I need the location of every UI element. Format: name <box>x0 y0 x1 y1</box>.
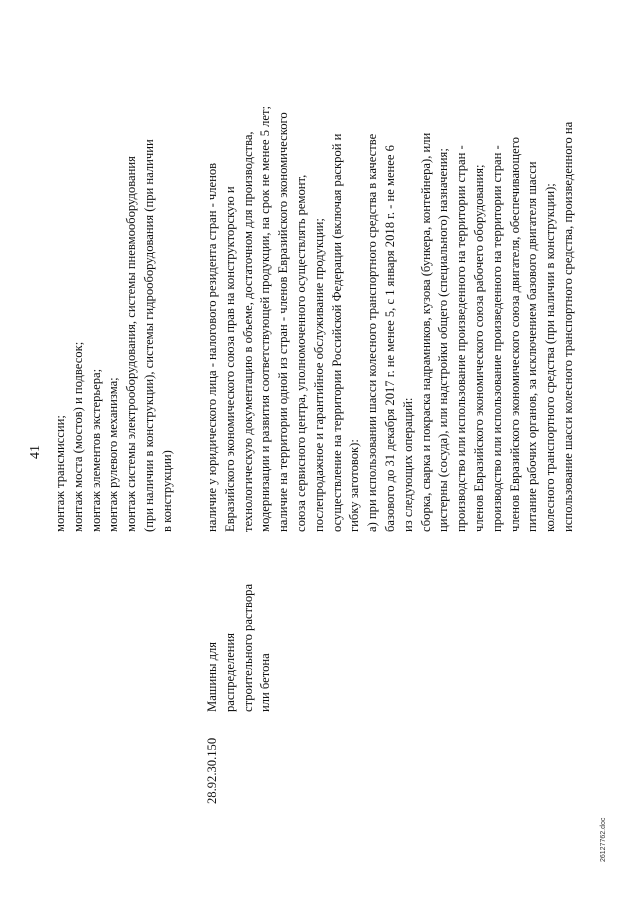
text-line: производство или использование произведенного на территории стран - <box>489 145 504 532</box>
text-line: питание рабочих органов, за исключением базового двигателя шасси <box>525 161 540 532</box>
text-line: послепродажное и гарантийное обслуживание продукции; <box>311 218 326 532</box>
requirements-cell <box>204 32 578 532</box>
text-line: членов Евразийского экономического союза рабочего оборудования; <box>471 164 486 532</box>
text-line: из следующих операций: <box>400 397 415 532</box>
text-line: осуществление на территории Российской Федерации (включая раскрой и <box>329 133 344 532</box>
product-name-cell <box>204 552 275 712</box>
text-line: распределения <box>222 632 237 712</box>
text-line: колесного транспортного средства (при наличии в конструкции); <box>543 183 558 532</box>
text-line: Евразийского экономического союза прав на конструкторскую и <box>222 186 237 532</box>
continued-requirements-cell <box>52 42 177 532</box>
text-line: (при наличии в конструкции), системы гидрооборудования (при наличии <box>141 139 156 532</box>
text-line: членов Евразийского экономического союза двигателя, обеспечивающего <box>507 137 522 532</box>
text-line: в конструкции) <box>159 450 174 532</box>
rotated-document-page <box>20 22 620 882</box>
text-line: наличие у юридического лица - налогового резидента стран - членов <box>205 162 219 532</box>
text-line: монтаж моста (мостов) и подвесок; <box>70 341 85 532</box>
text-line: базового до 31 декабря 2017 г. не менее 5, с 1 января 2018 г. - не менее 6 <box>382 145 397 532</box>
text-line: союза сервисного центра, уполномоченного осуществлять ремонт, <box>293 174 308 532</box>
text-line: а) при использовании шасси колесного транспортного средства в качестве <box>365 133 380 532</box>
text-line: использование шасси колесного транспортного средства, произведенного на <box>560 121 575 532</box>
text-line: монтаж системы электрооборудования, системы пневмооборудования <box>124 156 139 532</box>
product-code-cell: 28.92.30.150 <box>205 737 219 804</box>
text-line: Машины для <box>205 641 219 712</box>
text-line: строительного раствора <box>240 583 255 712</box>
page-number: 41 <box>28 445 43 459</box>
text-line: монтаж трансмиссии; <box>53 415 67 532</box>
text-line: наличие на территории одной из стран - членов Евразийского экономического <box>276 112 291 532</box>
text-line: технологическую документацию в объеме, достаточном для производства, <box>240 131 255 532</box>
text-line: сборка, сварка и покраска надрамников, кузова (бункера, контейнера), или <box>418 132 433 532</box>
document-file-code: 26127762.doc <box>600 817 607 862</box>
text-line: гибку заготовок): <box>347 439 362 532</box>
text-line: модернизации и развития соответствующей продукции, на срок не менее 5 лет; <box>258 105 273 532</box>
text-line: монтаж рулевого механизма; <box>106 377 121 532</box>
text-line: производство или использование произведенного на территории стран - <box>454 145 469 532</box>
text-line: монтаж элементов экстерьера; <box>88 368 103 532</box>
text-line: или бетона <box>258 653 273 712</box>
text-line: цистерны (сосуда), или надстройки общего (специального) назначения; <box>436 148 451 532</box>
